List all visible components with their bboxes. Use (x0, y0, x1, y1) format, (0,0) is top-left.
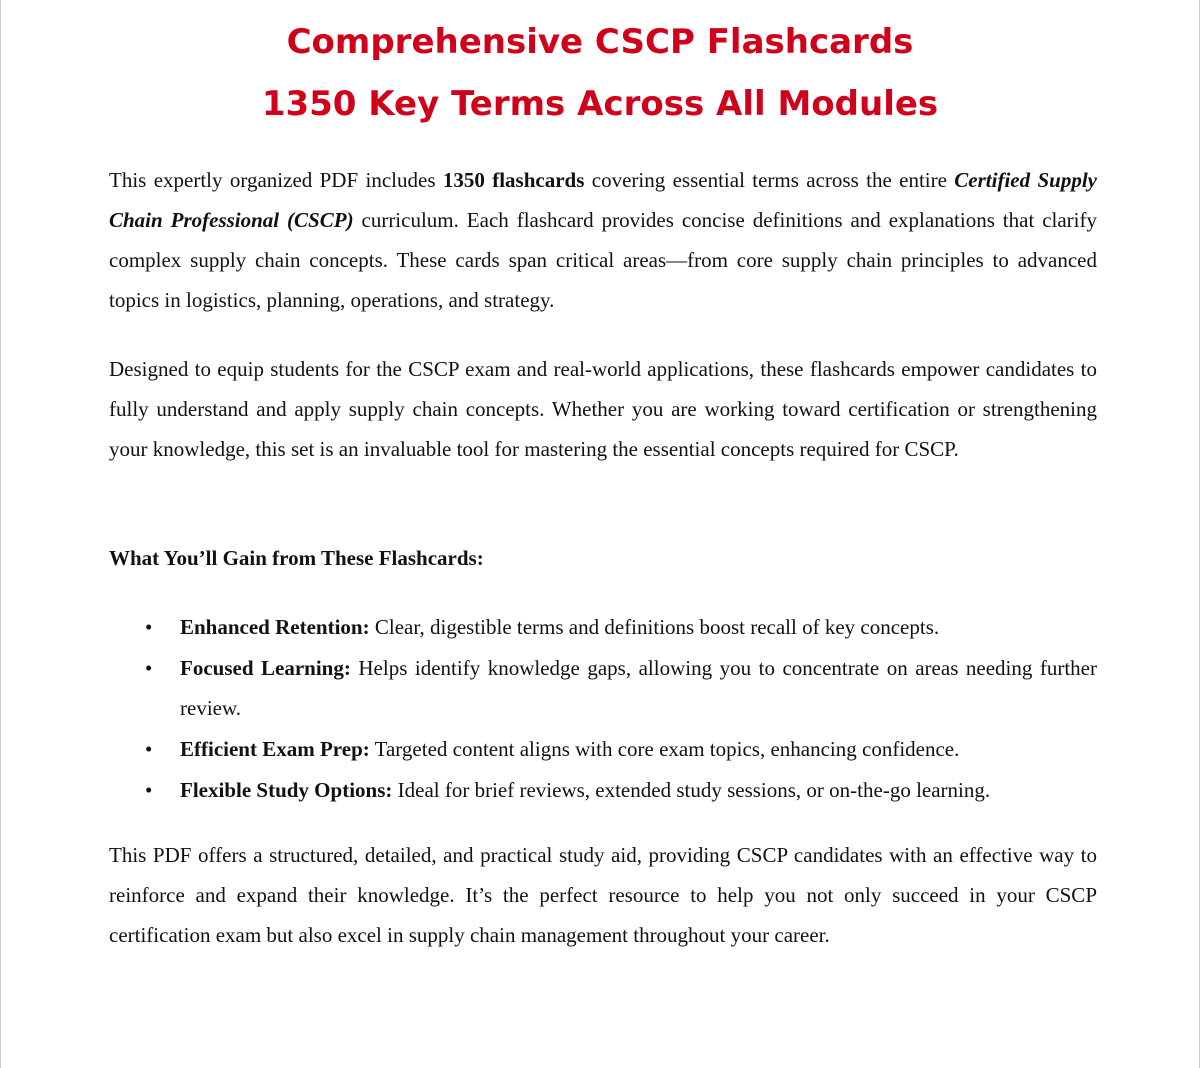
intro-paragraph (109, 160, 1097, 320)
list-item-text: Clear, digestible terms and definitions boost recall of key concepts. (369, 615, 940, 639)
intro-text-1: This expertly organized PDF includes (109, 168, 443, 192)
bullet-icon: • (145, 778, 153, 802)
gains-list (109, 607, 1097, 811)
bullet-icon: • (145, 656, 153, 680)
list-item-text: Targeted content aligns with core exam topics, enhancing confidence. (369, 737, 960, 761)
purpose-paragraph: Designed to equip students for the CSCP exam and real-world applications, these flashcards empower candidates to fully understand and apply supply chain concepts. Whether you are working toward certification or strengthening your knowledge, this set is an invaluable tool for mastering the essential concepts required for CSCP. (109, 357, 1097, 461)
flashcard-count: 1350 flashcards (442, 168, 585, 192)
list-item (109, 729, 1097, 769)
list-item (109, 648, 1097, 728)
list-item-label: Efficient Exam Prep: (180, 737, 370, 761)
list-item-text: Ideal for brief reviews, extended study sessions, or on-the-go learning. (392, 778, 991, 802)
list-item-label: Flexible Study Options: (180, 778, 393, 802)
bullet-icon: • (145, 737, 153, 761)
intro-text-3: curriculum. Each flashcard provides concise definitions and explanations that clarify complex supply chain concepts. These cards span critical areas—from core supply chain principles to advanced topics in logistics, planning, operations, and strategy. (109, 208, 1098, 312)
bullet-icon: • (145, 615, 153, 639)
list-item-label: Enhanced Retention: (180, 615, 370, 639)
closing-paragraph: This PDF offers a structured, detailed, and practical study aid, providing CSCP candidates with an effective way to reinforce and expand their knowledge. It’s the perfect resource to help you not only succeed in your CSCP certification exam but also excel in supply chain management throughout your career. (109, 843, 1097, 947)
document-title: Comprehensive CSCP Flashcards (286, 22, 914, 62)
list-item-label: Focused Learning: (180, 656, 351, 680)
list-item (109, 770, 1097, 810)
gains-heading: What You’ll Gain from These Flashcards: (109, 546, 484, 570)
intro-text-2: covering essential terms across the entire (584, 168, 955, 192)
list-item-text: Helps identify knowledge gaps, allowing you to concentrate on areas needing further review. (180, 656, 1097, 720)
document-subtitle: 1350 Key Terms Across All Modules (261, 84, 939, 124)
list-item (109, 607, 1097, 647)
certification-name: Certified Supply Chain Professional (CSCP) (109, 168, 1097, 232)
